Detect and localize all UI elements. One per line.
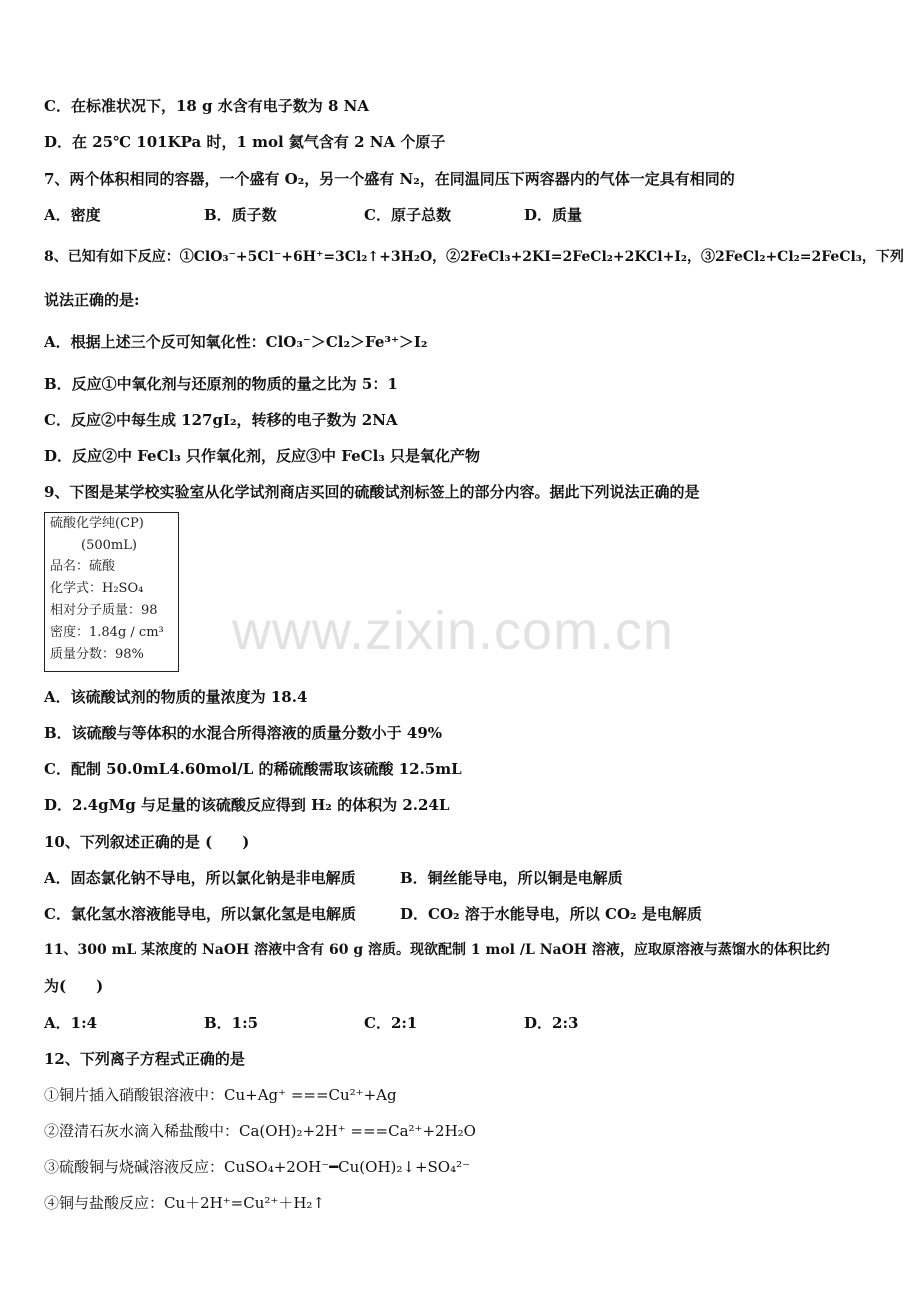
q12-item-1: ①铜片插入硝酸银溶液中：Cu+Ag⁺ ===Cu²⁺+Ag [44, 1086, 397, 1104]
q8-option-b: B．反应①中氧化剂与还原剂的物质的量之比为 5：1 [44, 375, 398, 393]
reagent-label [44, 512, 179, 672]
question-11-cont: 为( ) [44, 977, 104, 995]
q12-item-4: ④铜与盐酸反应：Cu＋2H⁺=Cu²⁺＋H₂↑ [44, 1194, 325, 1212]
q10-option-a: A．固态氯化钠不导电，所以氯化钠是非电解质 [44, 869, 356, 887]
q11-option-a: A．1:4 [44, 1014, 98, 1032]
q12-item-3: ③硫酸铜与烧碱溶液反应：CuSO₄+2OH⁻━Cu(OH)₂↓+SO₄²⁻ [44, 1158, 471, 1176]
q12-item-2: ②澄清石灰水滴入稀盐酸中：Ca(OH)₂+2H⁺ ===Ca²⁺+2H₂O [44, 1122, 476, 1140]
question-11: 11、300 mL 某浓度的 NaOH 溶液中含有 60 g 溶质。现欲配制 1 mol /L NaOH 溶液，应取原溶液与蒸馏水的体积比约 [44, 942, 830, 958]
watermark: www.zixin.com.cn [232, 601, 675, 661]
q10-option-c: C．氯化氢水溶液能导电，所以氯化氢是电解质 [44, 905, 356, 923]
q9-option-b: B．该硫酸与等体积的水混合所得溶液的质量分数小于 49% [44, 724, 443, 742]
q8-option-a: A．根据上述三个反可知氧化性：ClO₃⁻＞Cl₂＞Fe³⁺＞I₂ [44, 333, 428, 351]
reagent-label-title: 硫酸化学纯(CP) [50, 516, 144, 531]
reagent-label-name: 品名：硫酸 [50, 559, 116, 574]
q11-option-b: B．1:5 [204, 1014, 259, 1032]
q6-option-c: C．在标准状况下，18 g 水含有电子数为 8 NA [44, 97, 369, 115]
q8-option-c: C．反应②中每生成 127gI₂，转移的电子数为 2NA [44, 411, 398, 429]
reagent-label-molar-mass: 相对分子质量：98 [50, 603, 158, 618]
q10-option-b: B．铜丝能导电，所以铜是电解质 [400, 869, 623, 887]
q9-option-a: A．该硫酸试剂的物质的量浓度为 18.4 [44, 688, 308, 706]
question-7: 7、两个体积相同的容器，一个盛有 O₂，另一个盛有 N₂，在同温同压下两容器内的气体一定具有相同的 [44, 170, 735, 188]
q8-option-d: D．反应②中 FeCl₃ 只作氧化剂，反应③中 FeCl₃ 只是氧化产物 [44, 447, 481, 465]
q9-option-d: D．2.4gMg 与足量的该硫酸反应得到 H₂ 的体积为 2.24L [44, 796, 450, 814]
q10-option-d: D．CO₂ 溶于水能导电，所以 CO₂ 是电解质 [400, 905, 702, 923]
question-8: 8、已知有如下反应：①ClO₃⁻+5Cl⁻+6H⁺=3Cl₂↑+3H₂O，②2FeCl₃+2KI=2FeCl₂+2KCl+I₂，③2FeCl₂+Cl₂=2FeCl₃，下列 [44, 249, 904, 265]
q6-option-d: D．在 25℃ 101KPa 时，1 mol 氦气含有 2 NA 个原子 [44, 133, 446, 151]
q7-option-d: D．质量 [524, 206, 583, 224]
question-12: 12、下列离子方程式正确的是 [44, 1050, 245, 1068]
reagent-label-mass-fraction: 质量分数：98% [50, 647, 144, 662]
q7-option-c: C．原子总数 [364, 206, 451, 224]
reagent-label-formula: 化学式：H₂SO₄ [50, 581, 144, 596]
reagent-label-volume: (500mL) [81, 538, 137, 553]
question-10: 10、下列叙述正确的是 ( ) [44, 833, 250, 851]
q11-option-c: C．2:1 [364, 1014, 418, 1032]
q11-option-d: D．2:3 [524, 1014, 579, 1032]
q7-option-b: B．质子数 [204, 206, 277, 224]
q7-option-a: A．密度 [44, 206, 101, 224]
reagent-label-density: 密度：1.84g / cm³ [50, 625, 164, 640]
question-9: 9、下图是某学校实验室从化学试剂商店买回的硫酸试剂标签上的部分内容。据此下列说法正确的是 [44, 483, 700, 501]
question-8-cont: 说法正确的是: [44, 291, 140, 309]
q9-option-c: C．配制 50.0mL4.60mol/L 的稀硫酸需取该硫酸 12.5mL [44, 760, 462, 778]
